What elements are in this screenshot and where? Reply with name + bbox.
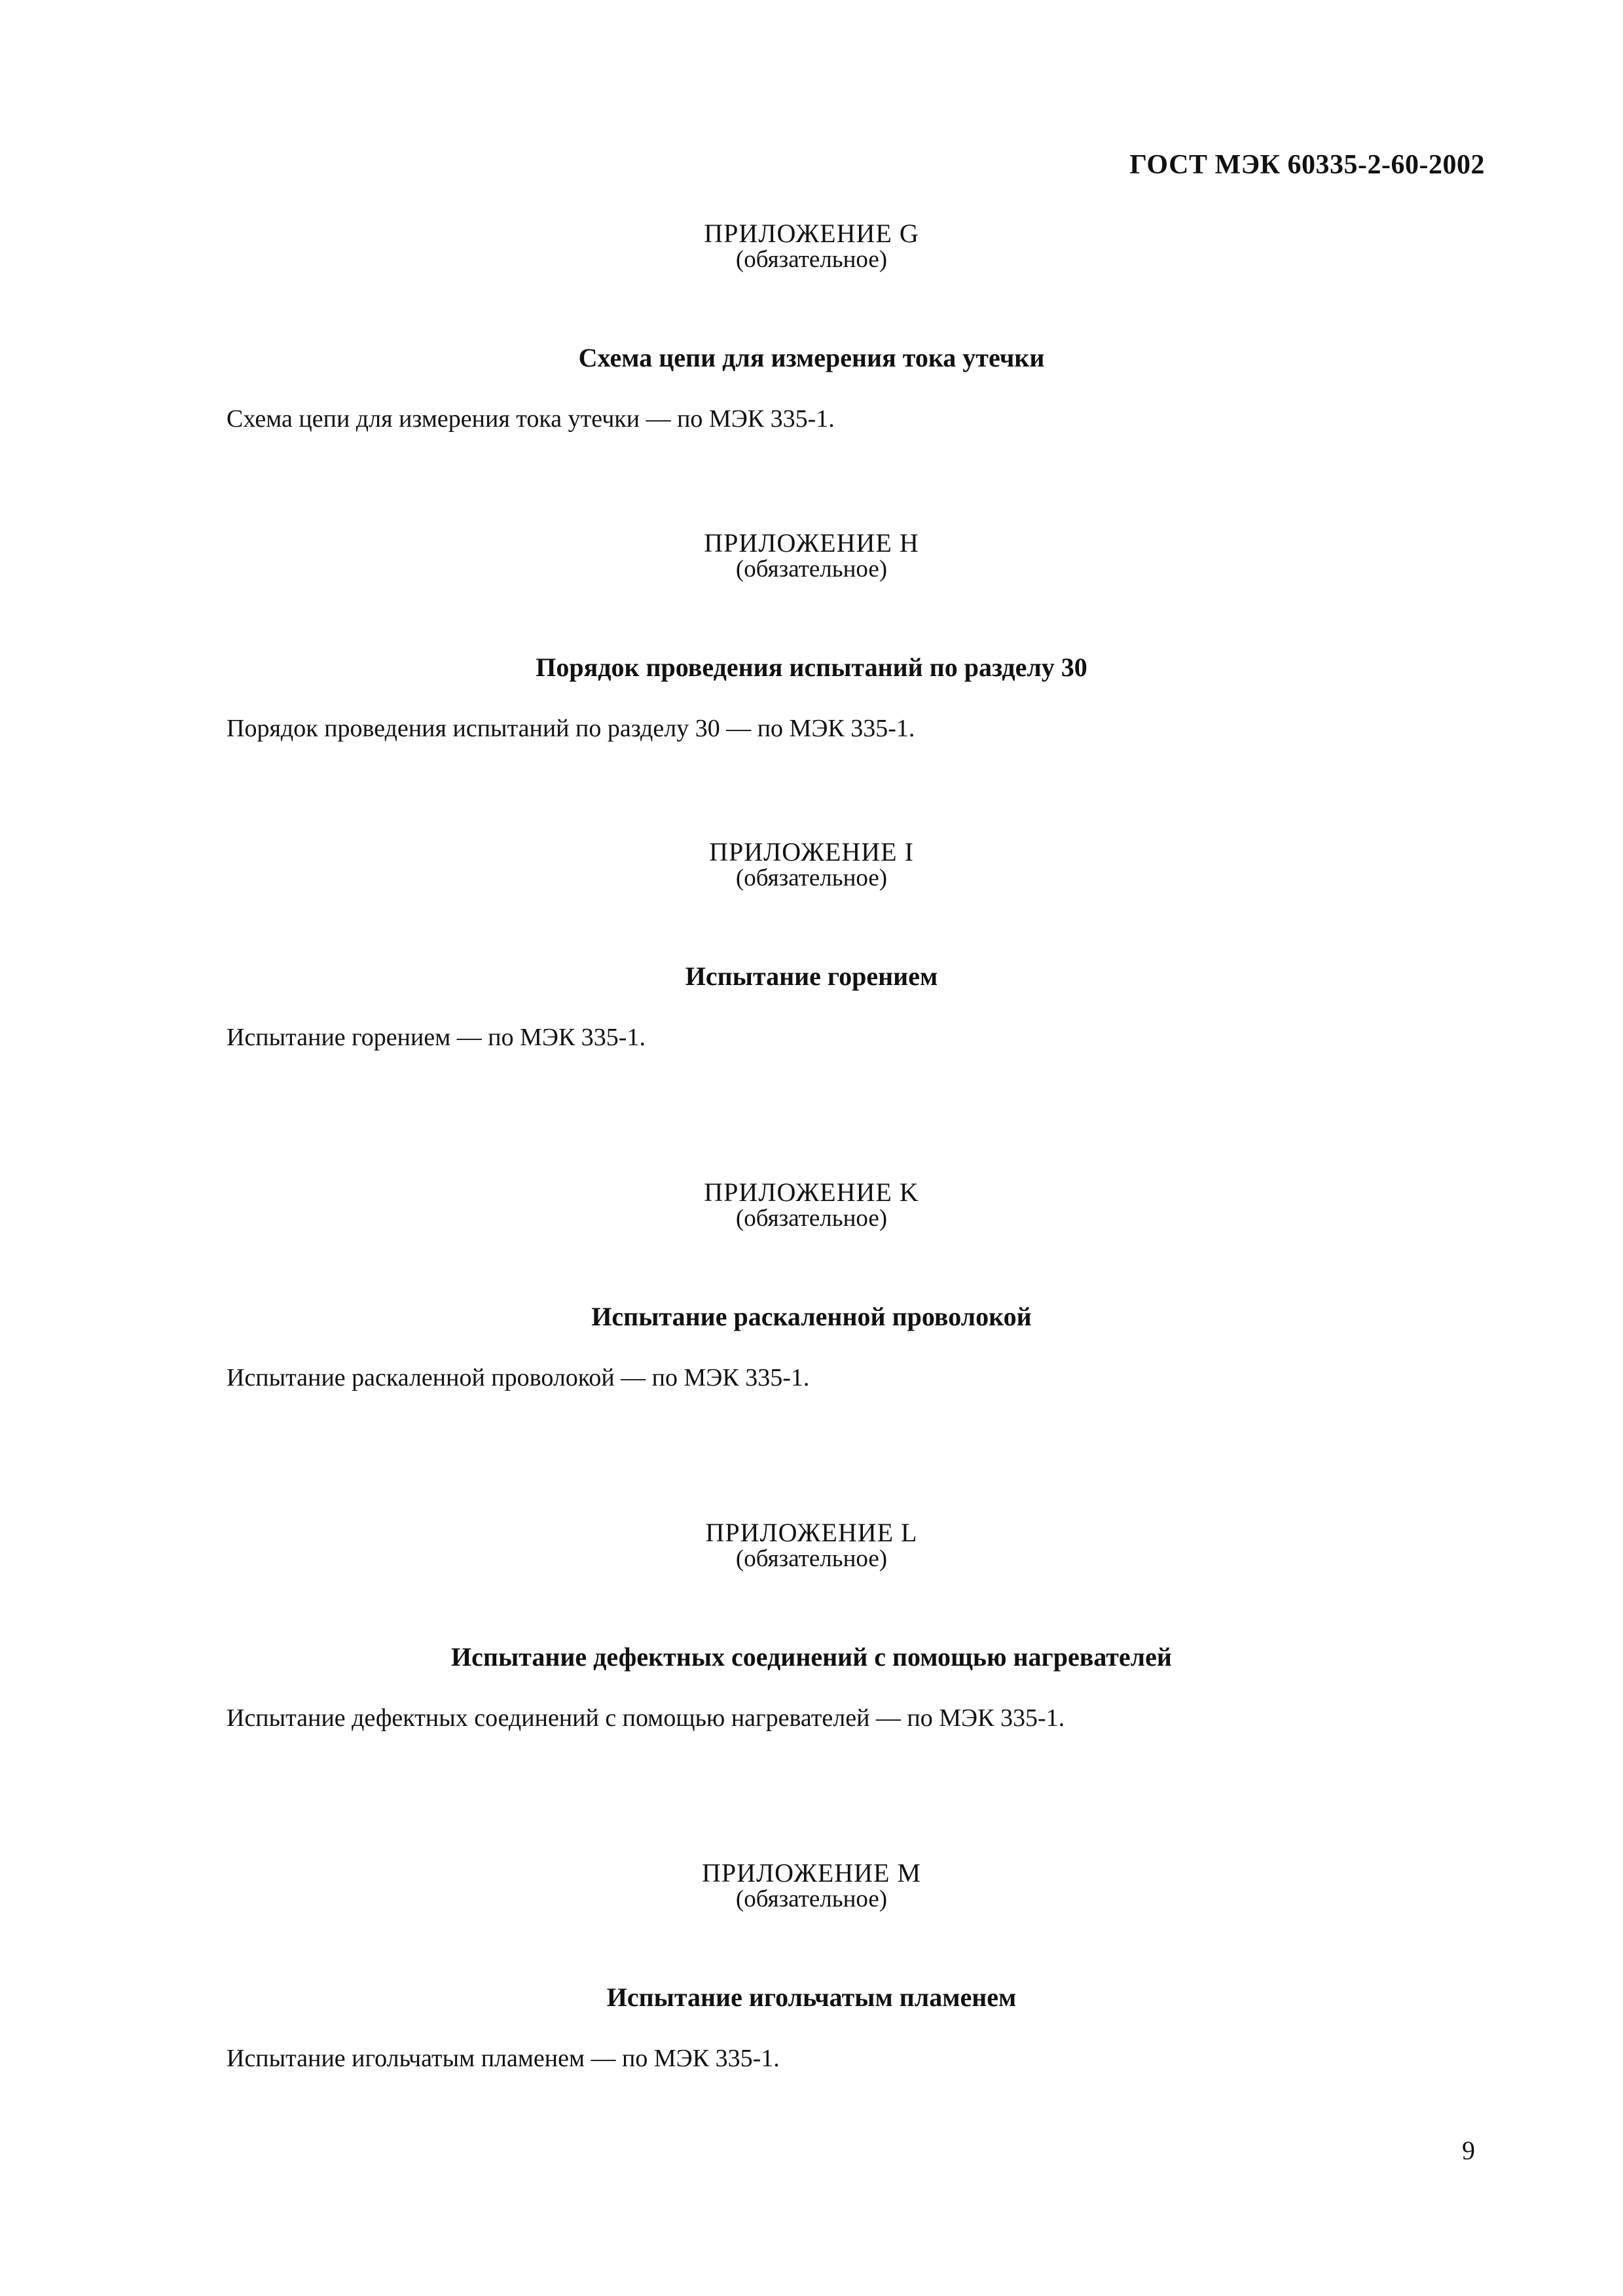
annex-status: (обязательное) xyxy=(735,1886,888,1912)
document-number: ГОСТ МЭК 60335-2-60-2002 xyxy=(1129,150,1485,180)
annex-label: ПРИЛОЖЕНИЕ K xyxy=(704,1177,919,1207)
annex-title: Испытание дефектных соединений с помощью нагревателей xyxy=(451,1642,1172,1672)
annex-status: (обязательное) xyxy=(735,865,888,891)
annex-body: Испытание горением — по МЭК 335-1. xyxy=(227,1024,646,1051)
annex-status: (обязательное) xyxy=(735,556,888,583)
annex-label: ПРИЛОЖЕНИЕ I xyxy=(709,837,914,867)
annex-title: Испытание игольчатым пламенем xyxy=(606,1982,1017,2012)
annex-body: Испытание дефектных соединений с помощью нагревателей — по МЭК 335-1. xyxy=(227,1704,1065,1732)
annex-title: Схема цепи для измерения тока утечки xyxy=(578,343,1045,372)
annex-label: ПРИЛОЖЕНИЕ H xyxy=(704,528,919,558)
annex-label: ПРИЛОЖЕНИЕ G xyxy=(704,219,919,248)
annex-status: (обязательное) xyxy=(735,246,888,273)
annex-status: (обязательное) xyxy=(735,1205,888,1232)
page-number: 9 xyxy=(1462,2136,1475,2165)
annex-body: Испытание игольчатым пламенем — по МЭК 335-1. xyxy=(227,2045,780,2072)
annex-body: Порядок проведения испытаний по разделу 30 — по МЭК 335-1. xyxy=(227,715,915,742)
annex-title: Порядок проведения испытаний по разделу 30 xyxy=(536,653,1087,682)
annex-title: Испытание раскаленной проволокой xyxy=(591,1302,1032,1331)
annex-title: Испытание горением xyxy=(685,961,938,991)
annex-body: Испытание раскаленной проволокой — по МЭК 335-1. xyxy=(227,1364,810,1391)
annex-label: ПРИЛОЖЕНИЕ L xyxy=(705,1518,918,1547)
annex-body: Схема цепи для измерения тока утечки — по МЭК 335-1. xyxy=(227,405,835,433)
annex-label: ПРИЛОЖЕНИЕ M xyxy=(701,1858,922,1888)
annex-status: (обязательное) xyxy=(735,1545,888,1572)
